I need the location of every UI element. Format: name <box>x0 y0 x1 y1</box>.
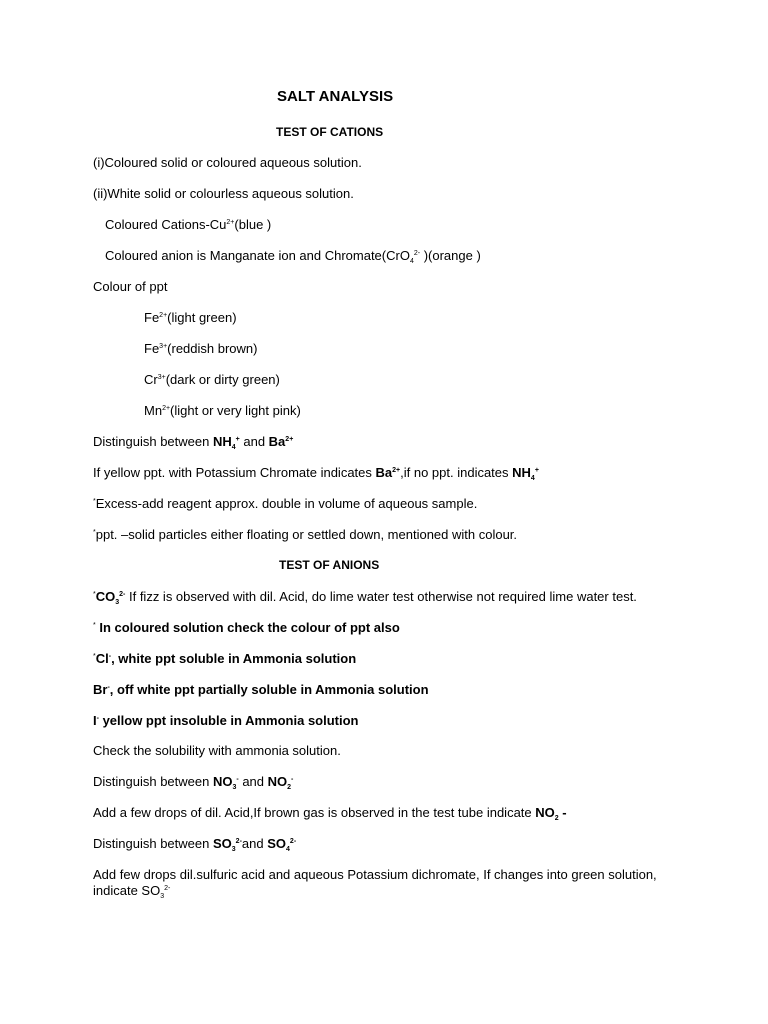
ppt-item: $Cr^{3+}(dark$ or dirty green) <box>144 372 280 387</box>
ppt-item: $Mn^{2+}(light$ or very light pink) <box>144 403 301 418</box>
coloured-solution-line: * In coloured solution check the colour of ppt also <box>93 620 400 635</box>
cation-line-coloured: (i)Coloured solid or coloured aqueous solution. <box>93 155 362 170</box>
note-excess: *Excess-add reagent approx. double in volume of aqueous sample. <box>93 496 478 511</box>
distinguish-no3-no2-line: Distinguish between $NO_3^-$ and $NO_2^-$ <box>93 774 294 791</box>
ppt-item: $Fe^{3+}(reddish$ brown) <box>144 341 258 356</box>
note-ppt: *ppt. –solid particles either floating or settled down, mentioned with colour. <box>93 527 518 542</box>
cations-heading: TEST OF CATIONS <box>276 125 384 139</box>
cation-line-white: (ii)White solid or colourless aqueous solution. <box>93 186 354 201</box>
coloured-cations-line: Coloured Cations-$Cu^{2+}(blue$ ) <box>105 217 272 232</box>
iodide-line: I- yellow ppt insoluble in Ammonia solution <box>93 713 359 728</box>
dichromate-line: Add few drops dil.sulfuric acid and aqueous Potassium dichromate, If changes into green solution, indicate $SO_3^{2-}$ <box>93 867 657 900</box>
colour-of-ppt-label: Colour of ppt <box>93 279 168 294</box>
co3-line: $^*CO_3^{2-}$ If fizz is observed with dil. Acid, do lime water test otherwise not required lime water test. <box>93 589 637 606</box>
anions-heading: TEST OF ANIONS <box>279 558 380 572</box>
bromide-line: Br-, off white ppt partially soluble in Ammonia solution <box>93 682 429 697</box>
yellow-ppt-line: If yellow ppt. with Potassium Chromate indicates $Ba^{2+},if$ no ppt. indicates $NH_4^+$ <box>93 465 539 482</box>
chloride-line: *Cl-, white ppt soluble in Ammonia solution <box>93 651 357 666</box>
brown-gas-line: Add a few drops of dil. Acid,If brown gas is observed in the test tube indicate $NO_2$ - <box>93 805 567 822</box>
check-solubility-line: Check the solubility with ammonia solution. <box>93 743 341 758</box>
page-title: SALT ANALYSIS <box>277 88 394 105</box>
distinguish-so3-so4-line: Distinguish between $SO_3^{2-}and$ $SO_4^{2-}$ <box>93 836 297 853</box>
ppt-item: $Fe^{2+}(light$ green) <box>144 310 237 325</box>
distinguish-nh4-ba-line: Distinguish between $NH_4^+$ and $Ba^{2+}$ <box>93 434 294 451</box>
coloured-anion-line: Coloured anion is Manganate ion and Chromate(CrO$_4^{2-}$ )(orange ) <box>105 248 481 265</box>
